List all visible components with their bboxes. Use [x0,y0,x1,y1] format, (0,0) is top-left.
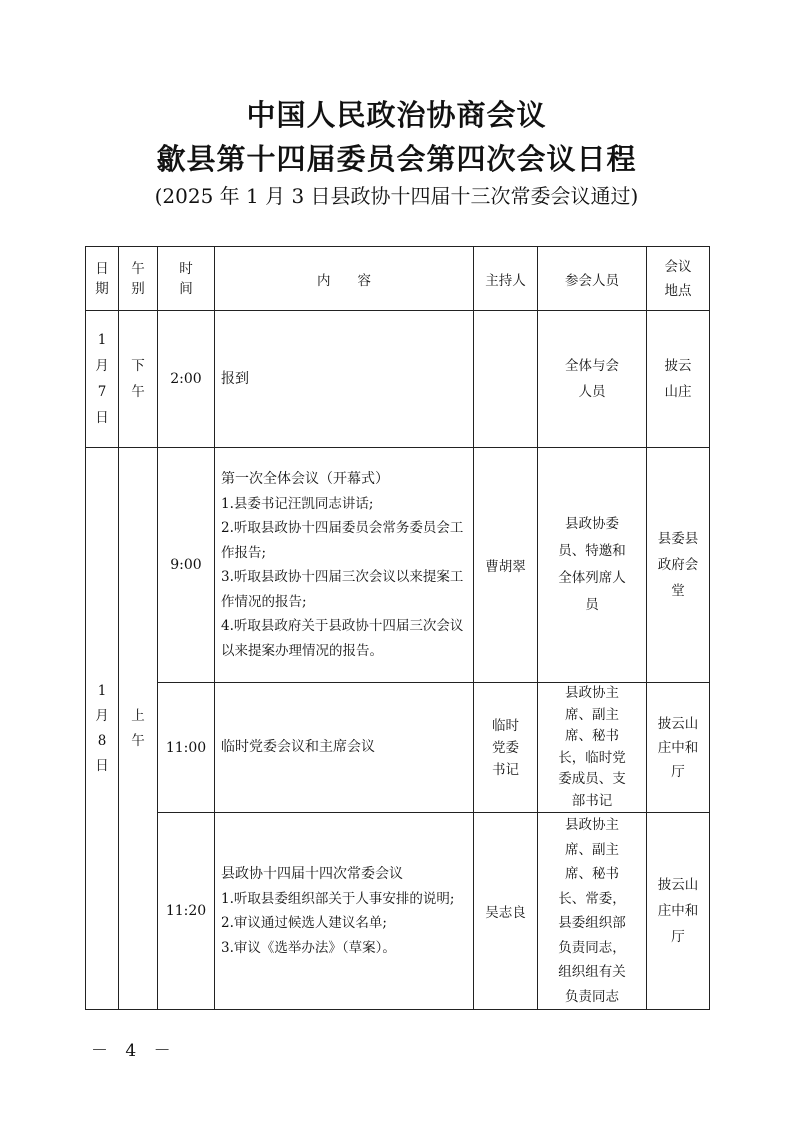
title-line-2: 歙县第十四届委员会第四次会议日程 [156,142,637,176]
row-time: 11:20 [158,813,215,1010]
header-attendees: 参会人员 [538,247,647,311]
content-item: 2.听取县政协十四届委员会常务委员会工作报告; [221,520,464,561]
row-attendees: 县政协主席、副主席、秘书长，临时党委成员、支部书记 [538,683,647,813]
row-date: 1月7日 [86,311,119,448]
row-content [215,311,474,448]
content-item: 4.听取县政府关于县政协十四届三次会议以来提案办理情况的报告。 [221,618,464,659]
row-content [215,448,474,683]
table-row [86,448,710,683]
content-title: 报到 [221,370,249,387]
row-host [474,311,538,448]
content-item: 1.听取县委组织部关于人事安排的说明; [221,890,455,907]
row-location: 县委县政府会堂 [647,448,710,683]
header-date: 日期 [86,247,119,311]
row-period: 上午 [119,448,158,1010]
row-content [215,683,474,813]
subtitle: (2025 年 1 月 3 日县政协十四届十三次常委会议通过) [154,184,639,208]
row-host: 曹胡翠 [474,448,538,683]
header-content: 内 容 [215,247,474,311]
content-item: 3.听取县政协十四届三次会议以来提案工作情况的报告; [221,569,464,610]
content-title: 县政协十四届十四次常委会议 [221,866,403,882]
row-time: 9:00 [158,448,215,683]
row-attendees: 全体与会人员 [538,311,647,448]
title-line-1: 中国人民政治协商会议 [246,98,547,132]
content-item: 3.审议《选举办法》（草案）。 [221,939,396,956]
row-host: 临时党委书记 [474,683,538,813]
row-host: 吴志良 [474,813,538,1010]
table-row [86,683,710,813]
page-number: － 4 － [91,1041,177,1061]
table-row [86,311,710,448]
schedule-table [85,246,710,1010]
header-period: 午别 [119,247,158,311]
row-attendees: 县政协主席、副主席、秘书长、常委，县委组织部负责同志，组织组有关负责同志 [538,813,647,1010]
row-date: 1月8日 [86,448,119,1010]
table-header-row [86,247,710,311]
row-period: 下午 [119,311,158,448]
row-location: 披云山庄中和厅 [647,683,710,813]
content-title: 第一次全体会议（开幕式） [221,471,389,487]
header-location: 会议地点 [647,247,710,311]
content-item: 1.县委书记汪凯同志讲话; [221,495,374,512]
header-time: 时间 [158,247,215,311]
row-content [215,813,474,1010]
row-location: 披云山庄 [647,311,710,448]
row-location: 披云山庄中和厅 [647,813,710,1010]
row-time: 11:00 [158,683,215,813]
table-row [86,813,710,1010]
content-title: 临时党委会议和主席会议 [221,739,375,756]
row-time: 2:00 [158,311,215,448]
row-attendees: 县政协委员、特邀和全体列席人员 [538,448,647,683]
header-host: 主持人 [474,247,538,311]
content-item: 2.审议通过候选人建议名单; [221,915,387,931]
